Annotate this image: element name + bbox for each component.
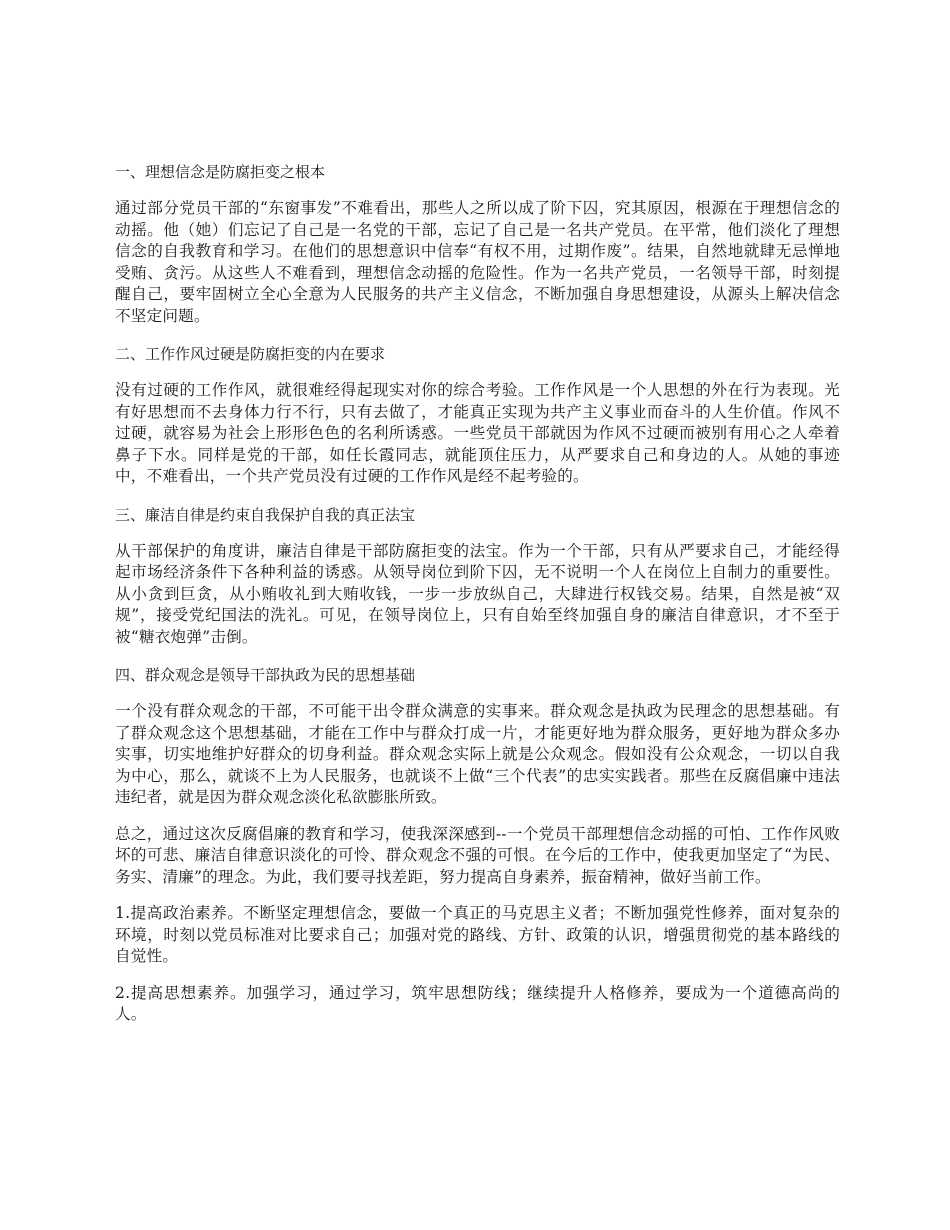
section-3-heading: 三、廉洁自律是约束自我保护自我的真正法宝	[115, 505, 416, 524]
section-4-body: 一个没有群众观念的干部，不可能干出令群众满意的实事来。群众观念是执政为民理念的思想基础。有了群众观念这个思想基础，才能在工作中与群众打成一片，才能更好地为群众服务，更好地为群众多办实事，切实地维护好群众的切身利益。群众观念实际上就是公众观念。假如没有公众观念，一切以自我为中心，那么，就谈不上为人民服务，也就谈不上做“三个代表”的忠实实践者。那些在反腐倡廉中违法违纪者，就是因为群众观念淡化私欲膨胀所致。	[115, 702, 840, 806]
point-1: 1.提高政治素养。不断坚定理想信念，要做一个真正的马克思主义者；不断加强党性修养，面对复杂的环境，时刻以党员标准对比要求自己；加强对党的路线、方针、政策的认识，增强贯彻党的基本路线的自觉性。	[115, 904, 840, 965]
section-1-body: 通过部分党员干部的“东窗事发”不难看出，那些人之所以成了阶下囚，究其原因，根源在于理想信念的动摇。他（她）们忘记了自己是一名党的干部，忘记了自己是一名共产党员。在平常，他们淡化了理想信念的自我教育和学习。在他们的思想意识中信奉“有权不用，过期作废”。结果，自然地就肆无忌惮地受贿、贪污。从这些人不难看到，理想信念动摇的危险性。作为一名共产党员，一名领导干部，时刻提醒自己，要牢固树立全心全意为人民服务的共产主义信念，不断加强自身思想建设，从源头上解决信念不坚定问题。	[115, 199, 840, 325]
section-1-heading: 一、理想信念是防腐拒变之根本	[115, 163, 326, 181]
section-2-heading: 二、工作作风过硬是防腐拒变的内在要求	[115, 345, 386, 363]
conclusion-paragraph: 总之，通过这次反腐倡廉的教育和学习，使我深深感到--一个党员干部理想信念动摇的可怕、工作作风败坏的可悲、廉洁自律意识淡化的可怜、群众观念不强的可恨。在今后的工作中，使我更加坚定了“为民、务实、清廉”的理念。为此，我们要寻找差距，努力提高自身素养，振奋精神，做好当前工作。	[115, 824, 840, 886]
section-3-body: 从干部保护的角度讲，廉洁自律是干部防腐拒变的法宝。作为一个干部，只有从严要求自己，才能经得起市场经济条件下各种利益的诱惑。从领导岗位到阶下囚，无不说明一个人在岗位上自制力的重要性。从小贪到巨贪，从小贿收礼到大贿收钱，一步一步放纵自己，大肆进行权钱交易。结果，自然是被“双规”，接受党纪国法的洗礼。可见，在领导岗位上，只有自始至终加强自身的廉洁自律意识，才不至于被“糖衣炮弹”击倒。	[115, 541, 840, 646]
document-body	[115, 160, 840, 1026]
point-2: 2.提高思想素养。加强学习，通过学习，筑牢思想防线；继续提升人格修养，要成为一个道德高尚的人。	[115, 983, 840, 1023]
section-2-body: 没有过硬的工作作风，就很难经得起现实对你的综合考验。工作作风是一个人思想的外在行为表现。光有好思想而不去身体力行不行，只有去做了，才能真正实现为共产主义事业而奋斗的人生价值。作风不过硬，就容易为社会上形形色色的名利所诱惑。一些党员干部就因为作风不过硬而被别有用心之人牵着鼻子下水。同样是党的干部，如任长霞同志，就能顶住压力，从严要求自己和身边的人。从她的事迹中，不难看出，一个共产党员没有过硬的工作作风是经不起考验的。	[115, 381, 840, 485]
section-4-heading: 四、群众观念是领导干部执政为民的思想基础	[115, 666, 416, 684]
